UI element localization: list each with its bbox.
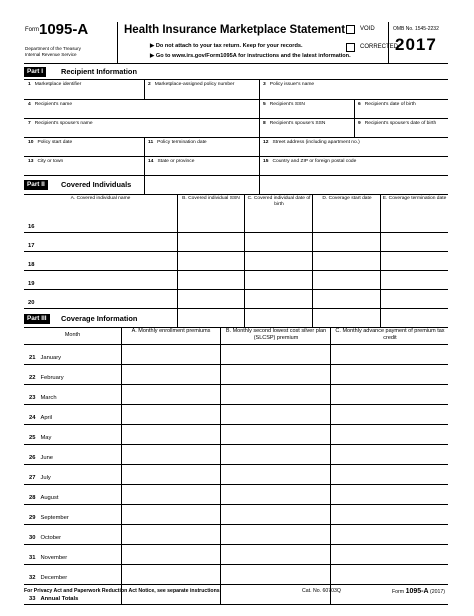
corrected-checkbox[interactable] <box>346 43 355 52</box>
part2-row-16: 16 <box>28 224 35 230</box>
part1-badge: Part I <box>24 67 46 77</box>
field-spouse-ssn[interactable]: 8 Recipient's spouse's SSN <box>263 121 326 126</box>
part3-col-c: C. Monthly advance payment of premium tax credit <box>335 328 445 341</box>
field-marketplace-identifier[interactable]: 1 Marketplace identifier <box>28 82 82 87</box>
form-word: Form <box>25 27 39 33</box>
month-row: 26 June <box>29 455 54 461</box>
part3-title: Coverage Information <box>61 314 138 323</box>
month-row: 32 December <box>29 575 68 581</box>
title-block <box>118 22 399 64</box>
part2-col-e: E. Coverage termination date <box>382 196 447 201</box>
part2-col-d: D. Coverage start date <box>322 196 372 201</box>
privacy-notice: For Privacy Act and Paperwork Reduction Act Notice, see separate instructions. <box>24 588 222 594</box>
field-city[interactable]: 13 City or town <box>28 159 64 164</box>
field-country-zip[interactable]: 15 Country and ZIP or foreign postal code <box>263 159 357 164</box>
part3-col-b: B. Monthly second lowest cost silver plan (SLCSP) premium <box>225 328 327 341</box>
field-street-address[interactable]: 12 Street address (including apartment no.) <box>263 140 360 145</box>
field-spouse-dob[interactable]: 9 Recipient's spouse's date of birth <box>358 121 437 126</box>
omb-number: OMB No. 1545-2232 <box>393 26 439 32</box>
field-policy-start[interactable]: 10 Policy start date <box>28 140 73 145</box>
do-not-attach-note: ▶ Do not attach to your tax return. Keep for your records. <box>150 43 303 49</box>
month-row: 25 May <box>29 435 52 441</box>
form-header <box>24 22 448 64</box>
part1-heading <box>24 67 448 77</box>
part2-heading <box>24 180 448 190</box>
month-row: 27 July <box>29 475 51 481</box>
department-text: Department of the Treasury Internal Revenue Service <box>25 46 81 57</box>
part2-row-18: 18 <box>28 262 35 268</box>
part2-col-b: B. Covered individual SSN <box>182 196 240 201</box>
field-policy-number[interactable]: 2 Marketplace-assigned policy number <box>148 82 235 87</box>
field-policy-issuer[interactable]: 3 Policy issuer's name <box>263 82 315 87</box>
field-policy-termination[interactable]: 11 Policy termination date <box>148 140 207 145</box>
instructions-note: ▶ Go to www.irs.gov/Form1095A for instructions and the latest information. <box>150 53 351 59</box>
form-id-block <box>24 22 118 64</box>
month-row: 30 October <box>29 535 62 541</box>
month-row: 28 August <box>29 495 59 501</box>
month-row: 29 September <box>29 515 69 521</box>
part2-title: Covered Individuals <box>61 180 132 189</box>
field-recipient-name[interactable]: 4 Recipient's name <box>28 102 73 107</box>
part2-col-a: A. Covered individual name <box>70 196 131 201</box>
part3-col-month: Month <box>64 332 81 338</box>
form-title: Health Insurance Marketplace Statement <box>124 24 346 36</box>
month-row: 21 January <box>29 355 62 361</box>
part1-title: Recipient Information <box>61 67 137 76</box>
month-row: 24 April <box>29 415 53 421</box>
month-row: 31 November <box>29 555 68 561</box>
field-recipient-dob[interactable]: 6 Recipient's date of birth <box>358 102 416 107</box>
void-label: VOID <box>360 26 375 32</box>
form-1095a <box>24 22 448 605</box>
void-checkbox[interactable] <box>346 25 355 34</box>
part2-row-20: 20 <box>28 300 35 306</box>
annual-totals-row: 33 Annual Totals <box>29 596 79 602</box>
part3-badge: Part III <box>24 314 50 324</box>
month-row: 23 March <box>29 395 57 401</box>
field-spouse-name[interactable]: 7 Recipient's spouse's name <box>28 121 93 126</box>
part3-heading <box>24 314 448 324</box>
field-state[interactable]: 14 State or province <box>148 159 195 164</box>
cat-number: Cat. No. 60703Q <box>302 588 341 594</box>
month-row: 22 February <box>29 375 64 381</box>
part2-col-c: C. Covered individual date of birth <box>247 196 311 207</box>
corrected-label: CORRECTED <box>360 44 399 50</box>
form-number: 1095-A <box>39 21 89 38</box>
part2-row-17: 17 <box>28 243 35 249</box>
part2-row-19: 19 <box>28 281 35 287</box>
part2-badge: Part II <box>24 180 48 190</box>
field-recipient-ssn[interactable]: 5 Recipient's SSN <box>263 102 305 107</box>
part3-col-a: A. Monthly enrollment premiums <box>131 328 211 334</box>
footer-form-id: Form 1095-A (2017) <box>392 588 445 595</box>
omb-block <box>389 22 448 64</box>
tax-year: 2017 <box>395 35 437 54</box>
